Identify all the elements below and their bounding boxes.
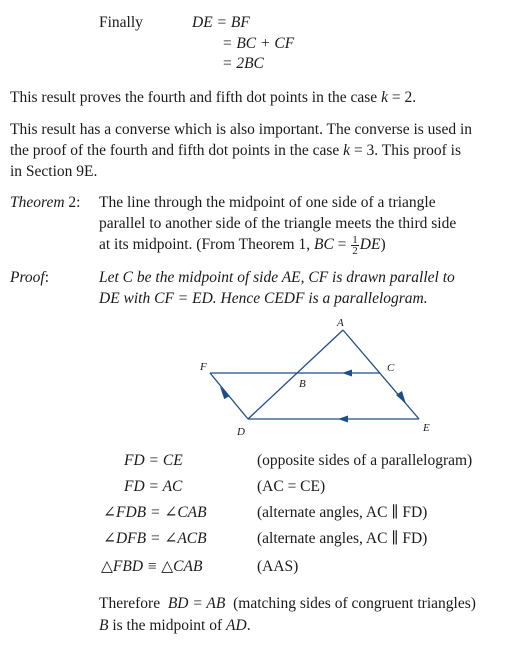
finally-line-2: = BC + CF <box>222 35 295 52</box>
label-D: D <box>237 426 245 438</box>
theorem-line3-eq: BC <box>313 236 334 254</box>
proof-colon: : <box>44 269 50 286</box>
step-2-reason: (AC = CE) <box>257 478 326 495</box>
segment-DA <box>248 330 343 419</box>
conclusion-period: . <box>246 617 251 634</box>
theorem-line3a: at its midpoint. (From Theorem 1, <box>99 236 314 254</box>
label-C: C <box>387 362 395 374</box>
finally-lhs-1: DE <box>192 14 213 31</box>
theorem-line3b: DE <box>359 236 381 254</box>
label-B: B <box>299 378 306 390</box>
conclusion-midpoint-text: is the midpoint of <box>108 617 227 634</box>
para2-line3: in Section 9E. <box>10 163 98 180</box>
step-5-reason: (AAS) <box>257 558 299 575</box>
segment-AE <box>343 330 419 419</box>
para1-tail: = 2. <box>387 89 417 106</box>
fraction-numerator: 1 <box>352 234 358 246</box>
theorem-line-1: The line through the midpoint of one side of a triangle <box>99 194 436 211</box>
proof-line-2: DE with CF = ED. Hence CEDF is a parallelogram. <box>99 290 428 307</box>
para2-line2a: the proof of the fourth and fifth dot points in the case <box>10 142 344 159</box>
proof-line-1: Let C be the midpoint of side AE, CF is drawn parallel to <box>99 269 455 286</box>
finally-rhs-1: = BF <box>216 14 250 31</box>
step-2-lhs: FD = AC <box>124 478 183 495</box>
conclusion-eq: BD = AB <box>167 595 226 612</box>
conclusion-var-B: B <box>99 617 109 634</box>
para2-line2b: = 3. This proof is <box>350 142 461 159</box>
conclusion-line-2 <box>99 616 251 636</box>
conclusion-line-1 <box>99 594 476 614</box>
para1-text: This result proves the fourth and fifth dot points in the case <box>10 89 382 106</box>
theorem-line-2: parallel to another side of the triangle meets the third side <box>99 215 457 232</box>
step-1-reason: (opposite sides of a parallelogram) <box>257 452 473 469</box>
step-3-lhs: ∠FDB = ∠CAB <box>103 504 207 521</box>
label-F: F <box>200 361 207 373</box>
conclusion-reason: (matching sides of congruent triangles) <box>233 595 476 612</box>
proof-word: Proof <box>10 269 45 286</box>
arrow-on-FC <box>342 370 352 377</box>
theorem-word: Theorem <box>10 194 65 211</box>
finally-label: Finally <box>99 14 143 31</box>
arrow-on-DE <box>338 416 348 423</box>
step-5-lhs: △FBD ≡ △CAB <box>101 558 203 575</box>
theorem-line3-mid: = <box>333 236 351 254</box>
label-E: E <box>423 422 430 434</box>
therefore-word: Therefore <box>99 595 161 612</box>
finally-line-3: = 2BC <box>222 55 264 72</box>
para2-line2-var: k <box>343 142 351 159</box>
step-4-lhs: ∠DFB = ∠ACB <box>103 530 207 547</box>
step-1-lhs: FD = CE <box>124 452 183 469</box>
fraction-denominator: 2 <box>352 245 358 257</box>
theorem-number: 2: <box>64 194 81 211</box>
step-3-reason: (alternate angles, AC ∥ FD) <box>257 504 428 521</box>
para2-line1: This result has a converse which is also important. The converse is used in <box>10 121 473 138</box>
step-4-reason: (alternate angles, AC ∥ FD) <box>257 530 428 547</box>
theorem-line3c: ) <box>380 236 386 254</box>
para1-var: k <box>381 89 388 106</box>
conclusion-var-AD: AD <box>226 617 247 634</box>
label-A: A <box>337 317 344 329</box>
